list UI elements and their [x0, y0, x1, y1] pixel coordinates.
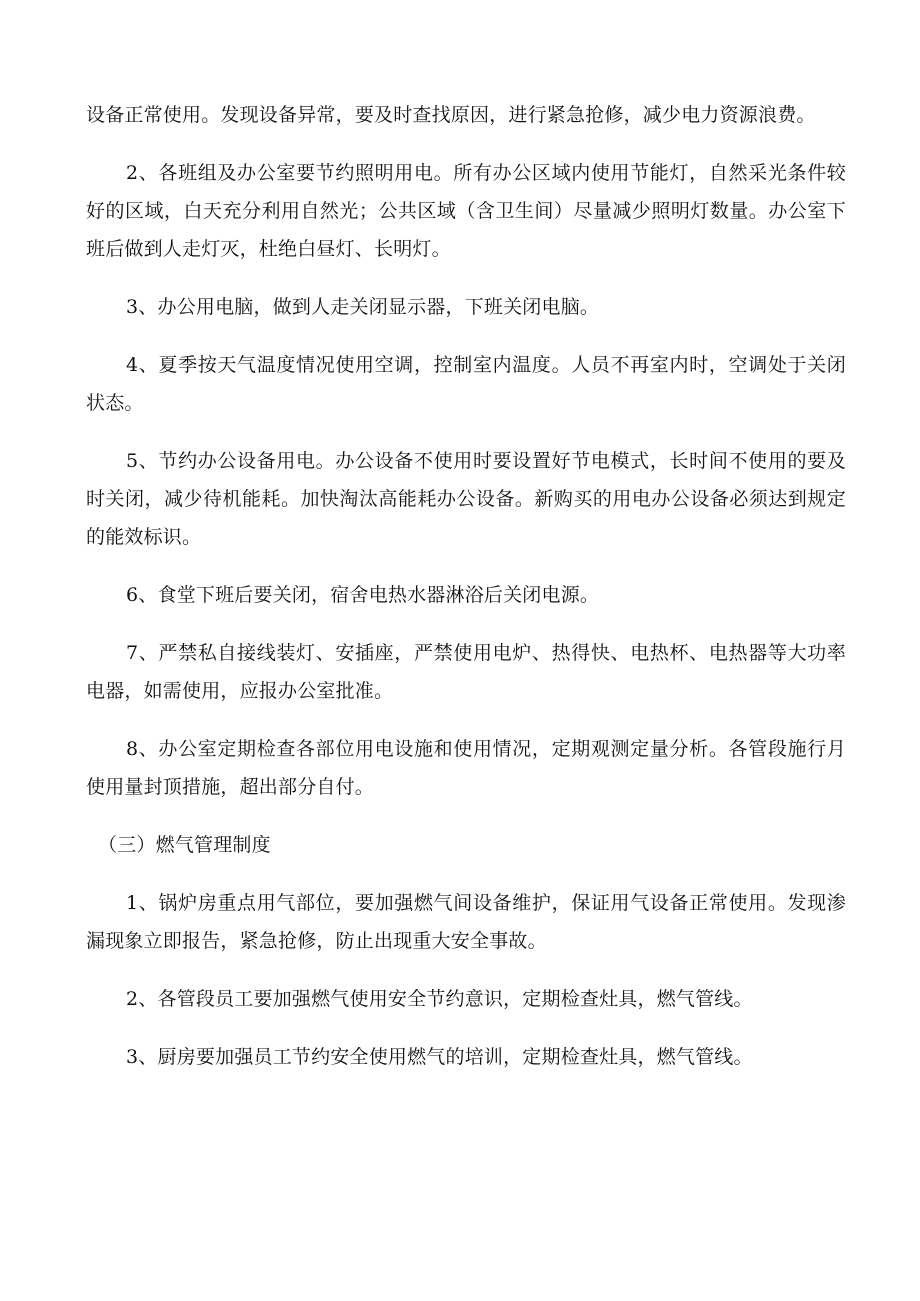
paragraph-lighting: 2、各班组及办公室要节约照明用电。所有办公区域内使用节能灯，自然采光条件较好的区域，白天充分利用自然光；公共区域（含卫生间）尽量减少照明灯数量。办公室下班后做到人走灯灭，杜绝白昼灯、长明灯。: [86, 162, 846, 260]
paragraph-computers: 3、办公用电脑，做到人走关闭显示器，下班关闭电脑。: [126, 296, 600, 318]
paragraph-prohibited-appliances: 7、严禁私自接线装灯、安插座，严禁使用电炉、热得快、电热杯、电热器等大功率电器，如需使用，应报办公室批准。: [86, 642, 846, 702]
section-heading-gas: （三）燃气管理制度: [98, 834, 271, 856]
paragraph-office-equipment: 5、节约办公设备用电。办公设备不使用时要设置好节电模式，长时间不使用的要及时关闭，减少待机能耗。加快淘汰高能耗办公设备。新购买的用电办公设备必须达到规定的能效标识。: [86, 450, 846, 548]
paragraph-gas-staff: 2、各管段员工要加强燃气使用安全节约意识，定期检查灶具，燃气管线。: [126, 988, 753, 1010]
paragraph-continuation: 设备正常使用。发现设备异常，要及时查找原因，进行紧急抢修，减少电力资源浪费。: [86, 104, 816, 126]
paragraph-air-conditioning: 4、夏季按天气温度情况使用空调，控制室内温度。人员不再室内时，空调处于关闭状态。: [86, 354, 846, 414]
paragraph-gas-boiler: 1、锅炉房重点用气部位，要加强燃气间设备维护，保证用气设备正常使用。发现渗漏现象立即报告，紧急抢修，防止出现重大安全事故。: [86, 892, 846, 952]
paragraph-gas-kitchen: 3、厨房要加强员工节约安全使用燃气的培训，定期检查灶具，燃气管线。: [126, 1046, 753, 1068]
document-page: [86, 96, 846, 1096]
paragraph-inspection: 8、办公室定期检查各部位用电设施和使用情况，定期观测定量分析。各管段施行月使用量封顶措施，超出部分自付。: [86, 738, 846, 798]
paragraph-canteen: 6、食堂下班后要关闭，宿舍电热水器淋浴后关闭电源。: [126, 584, 600, 606]
